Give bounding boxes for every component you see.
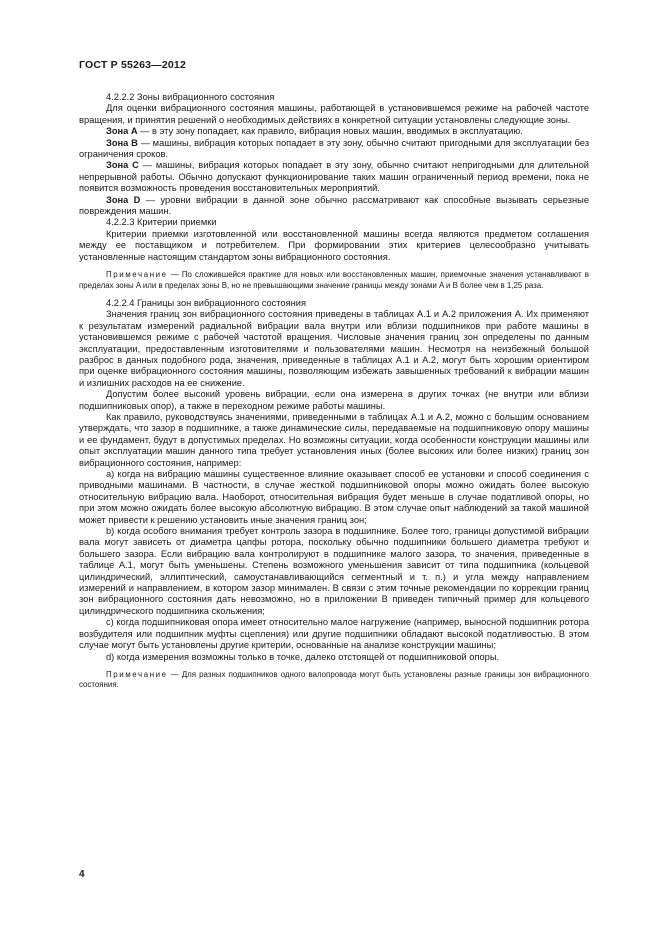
note-label: Примечание <box>106 270 168 280</box>
zone-item <box>79 126 589 137</box>
section-heading-4222: 4.2.2.2 Зоны вибрационного состояния <box>106 92 275 102</box>
list-item-c: c) когда подшипниковая опора имеет относительно малое нагружение (например, выносной подшипник ротора возбудителя или подшипник муфты сцепления) или другие подшипники обладают высокой податливостью. В этом случае могут быть установлены другие критерии, основанные на анализе конструкции машины; <box>79 617 589 651</box>
zone-text: — машины, вибрация которых попадает в эту зону, обычно считают непригодными для длительной непрерывной работы. Обычно допускают функционирование таких машин ограниченный период времени, пока не появится возможность проведения восстановительных мероприятий. <box>79 160 589 194</box>
zone-label: Зона B <box>106 137 138 148</box>
zone-text: — уровни вибрации в данной зоне обычно рассматривают как способные вызывать серьезные повреждения машин. <box>79 194 589 217</box>
zone-item <box>79 138 589 161</box>
note-label: Примечание <box>106 669 168 679</box>
paragraph: Для оценки вибрационного состояния машины, работающей в установившемся режиме на рабочей частоте вращения, и принятия решений о необходимых действиях в конкретной ситуации установлены следующие зоны. <box>79 103 589 125</box>
note-text: — По сложившейся практике для новых или восстановленных машин, приемочные значения устанавливают в пределах зоны A или в пределах зоны B, но не превышающими значение границы между зонами A и B более чем в 1,25 раза. <box>79 270 589 290</box>
zone-item <box>79 160 589 194</box>
paragraph: Значения границ зон вибрационного состояния приведены в таблицах A.1 и A.2 приложения A. Их применяют к результатам измерений радиальной вибрации вала внутри или вблизи подшипников при работе машины в установившемся режиме с рабочей частотой вращения. Числовые значения границ зон определены по данным эксплуатации, предоставленным изготовителями и пользователями машин. Несмотря на неизбежный большой разброс в данных подобного рода, значения, приведенные в таблицах A.1 и A.2, могут быть хорошим ориентиром при оценке вибрационного состояния машины, позволяющим избежать завышенных требований к вибрации машин и излишних расходов на ее снижение. <box>79 309 589 388</box>
note-text: — Для разных подшипников одного валопровода могут быть установлены разные границы зон вибрационного состояния. <box>79 669 589 690</box>
section-heading-4224: 4.2.2.4 Границы зон вибрационного состояния <box>106 297 306 308</box>
note <box>79 270 589 291</box>
list-item-a: a) когда на вибрацию машины существенное влияние оказывает способ ее установки и способ соединения с приводными машинами. В частности, в случае жесткой подшипниковой опоры можно ожидать более высокую относительную вибрацию вала. Наоборот, относительная вибрация будет меньше в случае податливой опоры, но при этом можно ожидать более высокую абсолютную вибрацию. В этом случае опыт наблюдений за такой машиной может привести к решению установить иные значения границ зон; <box>79 469 589 525</box>
page-number: 4 <box>79 869 85 880</box>
document-header: ГОСТ Р 55263—2012 <box>79 59 187 71</box>
list-item-d: d) когда измерения возможны только в точке, далеко отстоящей от подшипниковой опоры. <box>106 651 500 662</box>
section-heading-4223: 4.2.2.3 Критерии приемки <box>106 217 217 228</box>
zone-label: Зона C <box>106 160 139 171</box>
zone-label: Зона D <box>106 194 141 205</box>
paragraph: Как правило, руководствуясь значениями, приведенными в таблицах A.1 и A.2, можно с большим основанием утверждать, что зазор в подшипнике, а также динамические силы, передаваемые на подшипниковую опору машины и ее фундамент, будут в допустимых пределах. Но возможны ситуации, когда особенности конструкции машины или опыт эксплуатации машин данного типа требует установления иных (более высоких или более низких) границ зон вибрационного состояния, например: <box>79 411 589 468</box>
document-body <box>79 92 589 698</box>
list-item-b: b) когда особого внимания требует контроль зазора в подшипнике. Более того, границы допустимой вибрации вала могут зависеть от диаметра цапфы ротора, поскольку обычно подшипники большего диаметра требуют и большего зазора. Если вибрацию вала контролируют в подшипнике малого зазора, то значения, приведенные в таблице A.1, могут быть уменьшены. Степень возможного уменьшения зависит от типа подшипника (кольцевой цилиндрический, эллиптический, самоустанавливающийся сегментный и т. п.) и угла между направлением измерений и направлением, в котором зазор минимален. В связи с этим точные рекомендации по коррекции границ зон вибрационного состояния дать невозможно, но в приложении B приведен типичный пример для кольцевого цилиндрического подшипника скольжения; <box>79 526 589 616</box>
note <box>79 670 589 691</box>
zone-text: — в эту зону попадает, как правило, вибрация новых машин, вводимых в эксплуатацию. <box>137 126 523 137</box>
paragraph: Критерии приемки изготовленной или восстановленной машины всегда являются предметом соглашения между ее поставщиком и потребителем. При формировании этих критериев целесообразно учитывать установленные настоящим стандартом зоны вибрационного состояния. <box>79 228 589 262</box>
zone-item <box>79 195 589 218</box>
zone-label: Зона A <box>106 126 138 137</box>
zone-text: — машины, вибрация которых попадает в эту зону, обычно считают пригодными для эксплуатации без ограничения сроков. <box>79 137 589 160</box>
paragraph: Допустим более высокий уровень вибрации, если она измерена в других точках (не внутри или вблизи подшипниковых опор), а также в переходном режиме работы машины. <box>79 389 589 411</box>
